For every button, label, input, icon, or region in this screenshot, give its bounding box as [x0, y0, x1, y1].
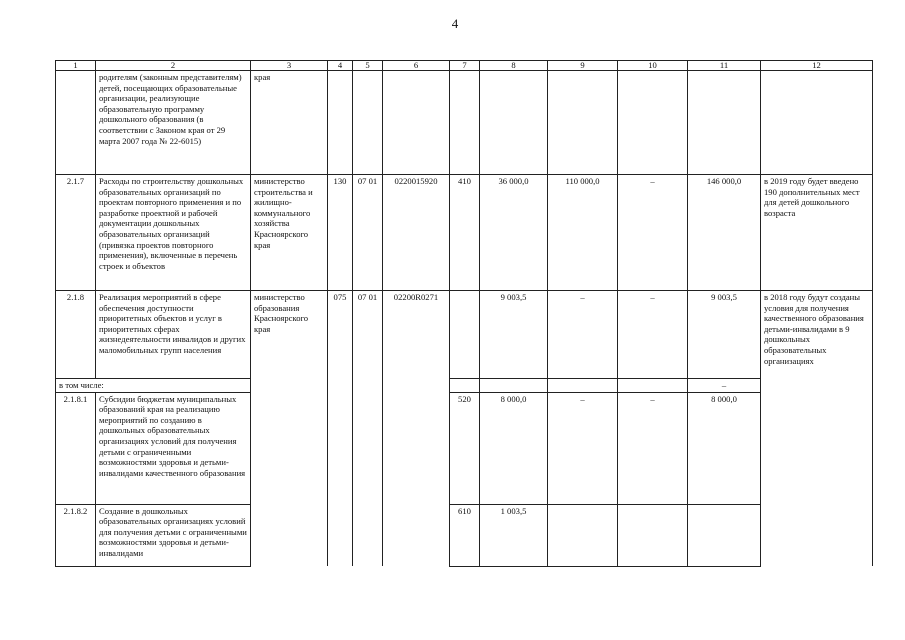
budget-table [55, 60, 873, 567]
cell-vr: 520 [450, 392, 480, 504]
cell-empty [618, 504, 688, 566]
cell-empty [450, 71, 480, 175]
cell-total: 146 000,0 [688, 175, 761, 291]
cell-empty [761, 71, 873, 175]
cell-empty [688, 504, 761, 566]
cell-empty [618, 71, 688, 175]
cell-y2019: – [618, 291, 688, 379]
cell-rzpr: 07 01 [353, 175, 383, 291]
table-row-2-1-7 [56, 175, 873, 291]
cell-grbs: 075 [328, 291, 353, 567]
cell-name: родителям (законным представителям) детей, посещающих образовательные организации, реализующие образовательную программу дошкольного образования (в соответствии с Законом края от 29 марта 2007 года № 22-6015) [96, 71, 251, 175]
col-header: 8 [480, 61, 548, 71]
cell-empty [548, 379, 618, 393]
col-header: 12 [761, 61, 873, 71]
page-number: 4 [451, 16, 459, 31]
cell-result: в 2019 году будет введено 190 дополнительных мест для детей дошкольного возраста [761, 175, 873, 291]
cell-grbs: 130 [328, 175, 353, 291]
table-row-2-1-8-1 [56, 392, 873, 504]
cell-vr [450, 291, 480, 379]
column-number-row [56, 61, 873, 71]
cell-empty [548, 504, 618, 566]
col-header: 5 [353, 61, 383, 71]
cell-total: 8 000,0 [688, 392, 761, 504]
cell-y2017: 9 003,5 [480, 291, 548, 379]
table-row-2-1-8-2 [56, 504, 873, 566]
cell-empty [353, 71, 383, 175]
table-row-including [56, 379, 873, 393]
cell-empty [618, 379, 688, 393]
cell-num: 2.1.8.1 [56, 392, 96, 504]
cell-result: в 2018 году будут созданы условия для получения качественного образования детьми-инвалидами в 9 дошкольных образовательных организациях [761, 291, 873, 567]
cell-empty [480, 71, 548, 175]
col-header: 4 [328, 61, 353, 71]
cell-executor: министерство строительства и жилищно-коммунального хозяйства Красноярского края [251, 175, 328, 291]
cell-name: Расходы по строительству дошкольных образовательных организаций по проектам повторного применения и по разработке проектной и рабочей документации дошкольных образовательных организаций (привязка проектов повторного применения), включенные в перечень строек и объектов [96, 175, 251, 291]
cell-total: 9 003,5 [688, 291, 761, 379]
cell-csr: 0220015920 [383, 175, 450, 291]
cell-y2017: 1 003,5 [480, 504, 548, 566]
cell-y2017: 8 000,0 [480, 392, 548, 504]
col-header: 11 [688, 61, 761, 71]
cell-empty [480, 379, 548, 393]
col-header: 1 [56, 61, 96, 71]
cell-num: 2.1.8 [56, 291, 96, 379]
cell-rzpr: 07 01 [353, 291, 383, 567]
cell-num: 2.1.7 [56, 175, 96, 291]
cell-name: Субсидии бюджетам муниципальных образований края на реализацию мероприятий по созданию в дошкольных образовательных организациях условий для получения детьми с ограниченными возможностями здоровья и детьми-инвалидами качественного образования [96, 392, 251, 504]
cell-name: Создание в дошкольных образовательных организациях условий для получения детьми с ограниченными возможностями здоровья и детьми-инвалидами [96, 504, 251, 566]
table-row-2-1-8 [56, 291, 873, 379]
cell-csr: 02200R0271 [383, 291, 450, 567]
cell-empty [548, 71, 618, 175]
cell-y2019: – [618, 392, 688, 504]
col-header: 3 [251, 61, 328, 71]
col-header: 2 [96, 61, 251, 71]
cell-y2018: – [548, 392, 618, 504]
cell-empty [450, 379, 480, 393]
cell-total: – [688, 379, 761, 393]
cell-y2019: – [618, 175, 688, 291]
cell-y2018: – [548, 291, 618, 379]
cell-empty [383, 71, 450, 175]
cell-y2018: 110 000,0 [548, 175, 618, 291]
col-header: 9 [548, 61, 618, 71]
cell-empty [688, 71, 761, 175]
cell-empty [328, 71, 353, 175]
cell-executor: министерство образования Красноярского края [251, 291, 328, 567]
col-header: 7 [450, 61, 480, 71]
cell-executor: края [251, 71, 328, 175]
cell-including-label: в том числе: [56, 379, 251, 393]
cell-num [56, 71, 96, 175]
col-header: 6 [383, 61, 450, 71]
cell-vr: 410 [450, 175, 480, 291]
cell-name: Реализация мероприятий в сфере обеспечения доступности приоритетных объектов и услуг в приоритетных сферах жизнедеятельности инвалидов и других маломобильных групп населения [96, 291, 251, 379]
table-row-continuation [56, 71, 873, 175]
cell-num: 2.1.8.2 [56, 504, 96, 566]
cell-y2017: 36 000,0 [480, 175, 548, 291]
col-header: 10 [618, 61, 688, 71]
cell-vr: 610 [450, 504, 480, 566]
